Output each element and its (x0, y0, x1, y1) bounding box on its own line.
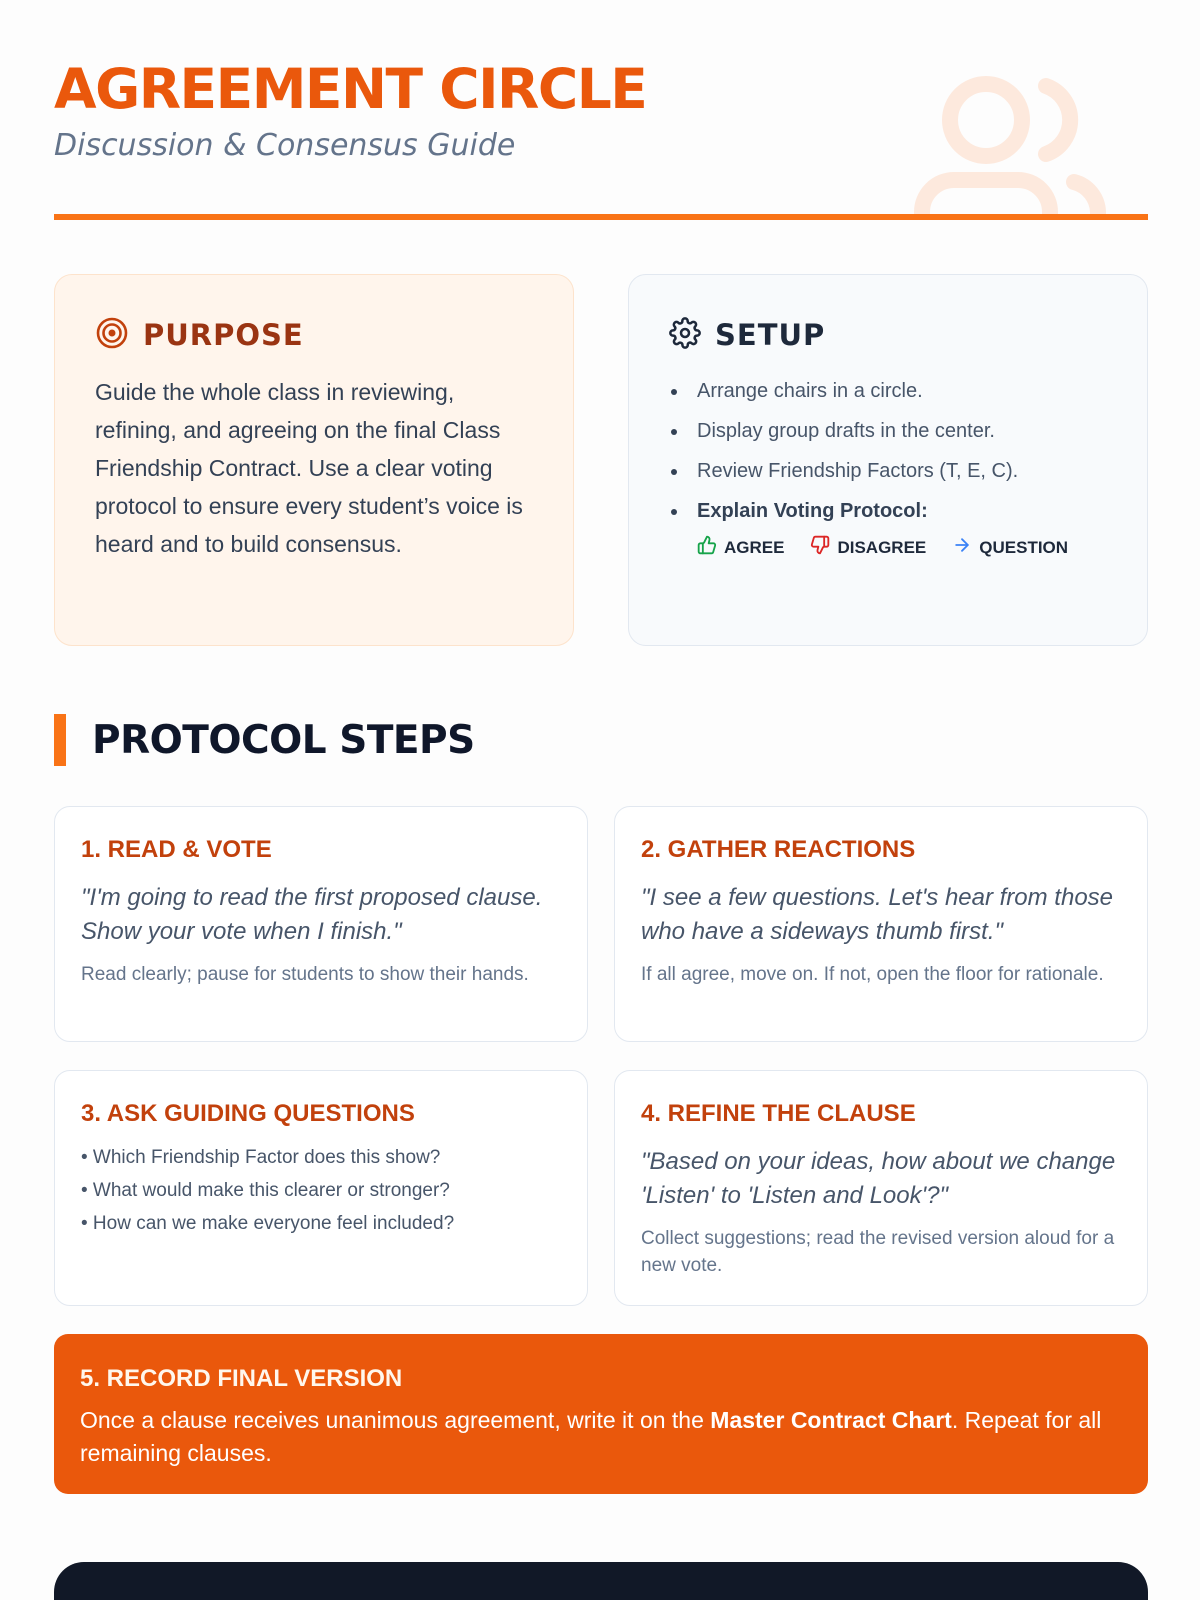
vote-agree (697, 535, 784, 560)
purpose-text: Guide the whole class in reviewing, refining, and agreeing on the final Class Friendship Contract. Use a clear voting protocol to ensure every student’s voice is heard and to build consensus. (95, 379, 523, 557)
guiding-questions-list (81, 1141, 561, 1240)
step-title: 5. RECORD FINAL VERSION (80, 1365, 403, 1392)
step-note: Read clearly; pause for students to show their hands. (81, 964, 529, 985)
step-card-4 (614, 1070, 1148, 1306)
thumbs-up-icon (697, 535, 717, 560)
list-item: • Which Friendship Factor does this show? (81, 1147, 441, 1168)
list-item: • What would make this clearer or stronger? (81, 1180, 450, 1201)
footer-panel (54, 1562, 1148, 1600)
thumbs-down-icon (810, 535, 830, 560)
step-text-part: . Repeat for all remaining clauses. (80, 1407, 1102, 1466)
step-title: 2. GATHER REACTIONS (641, 836, 916, 863)
step-card-1 (54, 806, 588, 1042)
protocol-section-header (54, 714, 475, 766)
step-text-part: Once a clause receives unanimous agreement, write it on the (80, 1407, 711, 1433)
step-title: 4. REFINE THE CLAUSE (641, 1100, 916, 1127)
step-title: 3. ASK GUIDING QUESTIONS (81, 1100, 415, 1127)
users-icon (914, 70, 1114, 220)
page-title: AGREEMENT CIRCLE (54, 57, 647, 121)
vote-disagree-label: DISAGREE (837, 537, 927, 557)
page-subtitle: Discussion & Consensus Guide (54, 128, 516, 163)
list-item: Explain Voting Protocol: (669, 491, 1107, 531)
step-title: 1. READ & VOTE (81, 836, 272, 863)
step-card-5 (54, 1334, 1148, 1494)
list-item: Display group drafts in the center. (669, 411, 1107, 451)
vote-question-label: QUESTION (979, 537, 1069, 557)
section-accent-bar (54, 714, 66, 766)
section-title: PROTOCOL STEPS (92, 717, 475, 763)
list-item: • How can we make everyone feel included? (81, 1213, 455, 1234)
purpose-heading: PURPOSE (143, 318, 304, 352)
step-quote: "I'm going to read the first proposed clause. Show your vote when I finish." (81, 884, 543, 945)
setup-card (628, 274, 1148, 646)
page-header (54, 56, 1148, 222)
master-contract-chart-label: Master Contract Chart (710, 1407, 952, 1433)
step-quote: "Based on your ideas, how about we change 'Listen' to 'Listen and Look'?" (641, 1148, 1116, 1209)
step-text (80, 1404, 1122, 1470)
step-note: Collect suggestions; read the revised version aloud for a new vote. (641, 1228, 1115, 1276)
vote-question (952, 535, 1068, 560)
target-icon (95, 316, 129, 355)
voting-legend (697, 535, 1107, 560)
step-note: If all agree, move on. If not, open the floor for rationale. (641, 964, 1104, 985)
list-item: Arrange chairs in a circle. (669, 371, 1107, 411)
step-card-3 (54, 1070, 588, 1306)
setup-list (669, 371, 1107, 531)
vote-agree-label: AGREE (724, 537, 785, 557)
vote-disagree (810, 535, 926, 560)
setup-heading: SETUP (715, 318, 826, 352)
purpose-card (54, 274, 574, 646)
header-divider (54, 214, 1148, 220)
step-card-2 (614, 806, 1148, 1042)
gear-icon (669, 317, 701, 354)
arrow-right-icon (952, 535, 972, 560)
step-quote: "I see a few questions. Let's hear from those who have a sideways thumb first." (641, 884, 1114, 945)
list-item: Review Friendship Factors (T, E, C). (669, 451, 1107, 491)
